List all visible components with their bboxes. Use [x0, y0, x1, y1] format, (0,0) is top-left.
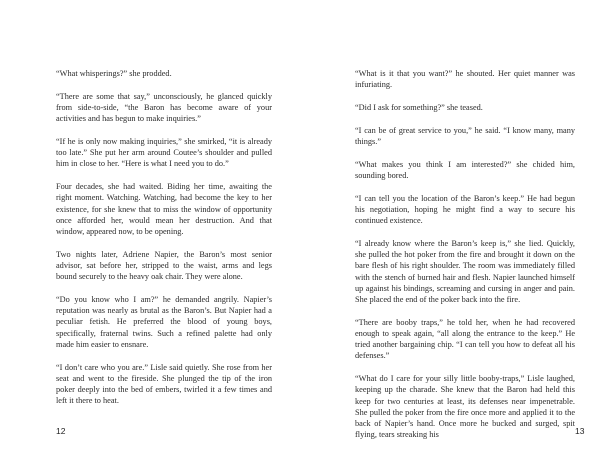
paragraph: “I can be of great service to you,” he said. “I know many, many things.” — [355, 125, 575, 146]
paragraph: “Do you know who I am?” he demanded angrily. Napier’s reputation was nearly as brutal as the Baron’s. But Napier had a peculiar fetish. He preferred the blood of young boys, specifically, fraternal twins. Such a refined palette had only made him easier to ensnare. — [56, 295, 272, 349]
paragraph: “If he is only now making inquiries,” she smirked, “it is already too late.” She put her arm around Coutee’s shoulder and pulled him in close to her. “Here is what I need you to do.” — [56, 137, 272, 169]
paragraph: “What do I care for your silly little booby-traps,” Lisle laughed, keeping up the charade. She knew that the Baron had held this keep for two centuries at least, its defenses near impenetrable. She pulled the poker from the fire once more and applied it to the back of Napier’s hand. Once more he bucked and surged, spit flying, tears streaking his — [355, 374, 575, 440]
page-number: 12 — [56, 426, 66, 436]
paragraph: “Did I ask for something?” she teased. — [355, 103, 483, 112]
paragraph: “What whisperings?” she prodded. — [56, 69, 172, 78]
paragraph: “What is it that you want?” he shouted. Her quiet manner was infuriating. — [355, 69, 575, 90]
paragraph: “There are booby traps,” he told her, when he had recovered enough to speak again, “all along the entrance to the keep.” He tried another bargaining chip. “I can tell you how to defeat all his defenses.” — [355, 317, 575, 361]
right-page-text — [355, 68, 575, 452]
paragraph: “There are some that say,” unconsciously, he glanced quickly from side-to-side, “the Baron has become aware of your activities and has begun to make inquiries.” — [56, 91, 272, 124]
right-page — [300, 0, 600, 463]
left-page-text — [56, 68, 272, 418]
paragraph: Two nights later, Adriene Napier, the Baron’s most senior advisor, sat before her, stripped to the waist, arms and legs bound securely to the heavy oak chair. They were alone. — [56, 249, 272, 282]
paragraph: “I can tell you the location of the Baron’s keep.” He had begun his negotiation, hoping he might find a way to secure his continued existence. — [355, 193, 575, 226]
page-number: 13 — [575, 426, 585, 436]
paragraph: “I don’t care who you are.” Lisle said quietly. She rose from her seat and went to the fireside. She plunged the tip of the iron poker deeply into the bed of embers, twirled it a few times and left it there to heat. — [56, 362, 272, 406]
paragraph: “I already know where the Baron’s keep is,” she lied. Quickly, she pulled the hot poker from the fire and brought it down on the bare flesh of his right shoulder. The room was immediately filled with the stench of burned hair and flesh. Napier launched himself up against his bindings, screaming and cursing in anger and pain. She placed the end of the poker back into the fire. — [355, 239, 575, 305]
paragraph: Four decades, she had waited. Biding her time, awaiting the right moment. Watching. Watching, had become the key to her existence, for she knew that to miss the window of opportunity once afforded her, would mean her destruction. And that window, appeared now, to be opening. — [56, 182, 272, 237]
paragraph: “What makes you think I am interested?” she chided him, sounding bored. — [355, 159, 575, 180]
